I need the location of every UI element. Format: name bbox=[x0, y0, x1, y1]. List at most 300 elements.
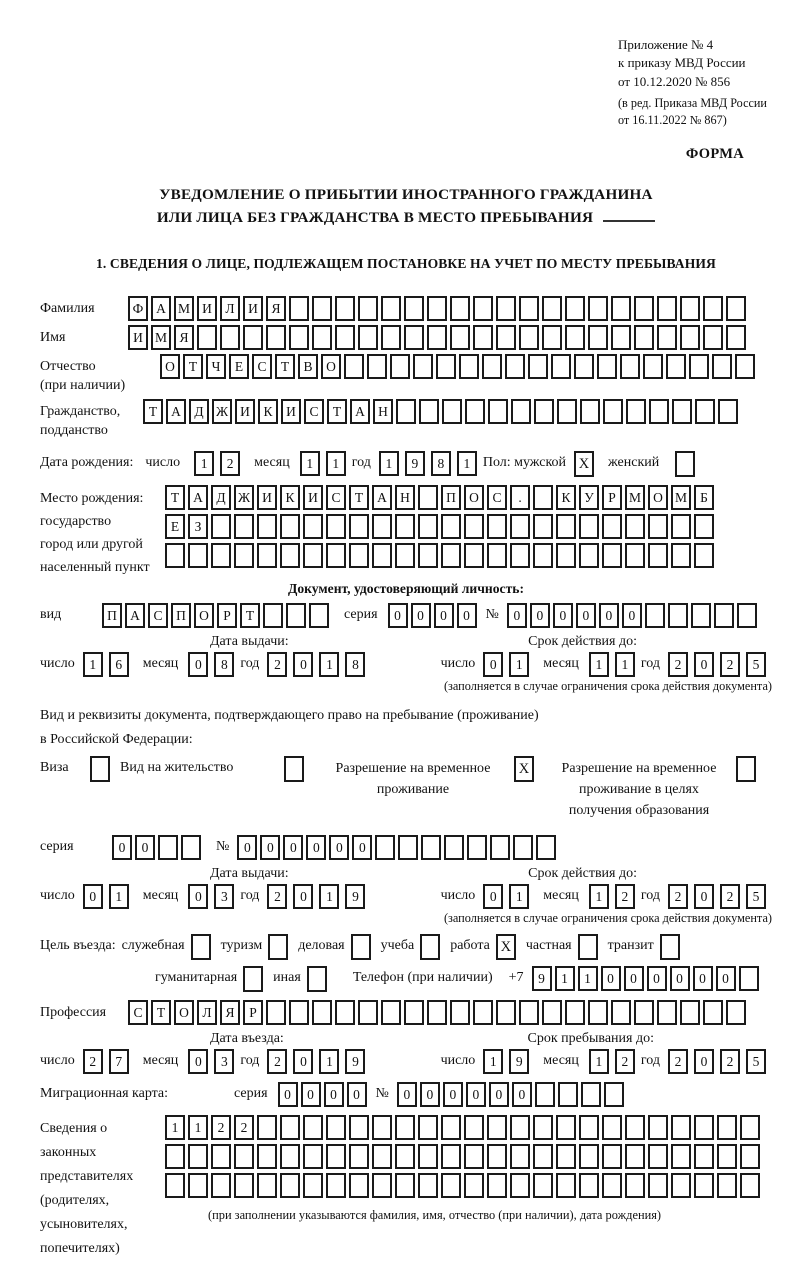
char-box[interactable]: П bbox=[441, 485, 461, 510]
char-box[interactable] bbox=[398, 835, 418, 860]
char-box[interactable] bbox=[510, 543, 530, 568]
char-box[interactable] bbox=[519, 325, 539, 350]
char-box[interactable] bbox=[263, 603, 283, 628]
char-box[interactable]: Ф bbox=[128, 296, 148, 321]
char-box[interactable] bbox=[312, 325, 332, 350]
char-box[interactable]: 9 bbox=[345, 884, 365, 909]
char-box[interactable] bbox=[558, 1082, 578, 1107]
char-box[interactable] bbox=[671, 1173, 691, 1198]
char-box[interactable] bbox=[533, 1173, 553, 1198]
char-box[interactable] bbox=[672, 399, 692, 424]
char-box[interactable] bbox=[536, 835, 556, 860]
purpose-study-checkbox[interactable] bbox=[420, 934, 440, 960]
char-box[interactable]: 0 bbox=[188, 1049, 208, 1074]
char-box[interactable] bbox=[211, 1173, 231, 1198]
char-box[interactable] bbox=[372, 1173, 392, 1198]
char-box[interactable] bbox=[511, 399, 531, 424]
char-box[interactable] bbox=[234, 543, 254, 568]
char-box[interactable] bbox=[626, 399, 646, 424]
char-box[interactable] bbox=[519, 1000, 539, 1025]
char-box[interactable] bbox=[602, 1144, 622, 1169]
sex-female-checkbox[interactable] bbox=[675, 451, 695, 477]
char-box[interactable]: 1 bbox=[319, 1049, 339, 1074]
char-box[interactable] bbox=[645, 603, 665, 628]
char-box[interactable]: 3 bbox=[214, 884, 234, 909]
char-box[interactable]: 2 bbox=[267, 652, 287, 677]
char-box[interactable] bbox=[533, 1115, 553, 1140]
char-box[interactable] bbox=[326, 1173, 346, 1198]
char-box[interactable]: З bbox=[188, 514, 208, 539]
char-box[interactable] bbox=[467, 835, 487, 860]
char-box[interactable]: 3 bbox=[214, 1049, 234, 1074]
char-box[interactable] bbox=[565, 1000, 585, 1025]
char-box[interactable] bbox=[657, 1000, 677, 1025]
char-box[interactable] bbox=[349, 543, 369, 568]
char-box[interactable]: 2 bbox=[668, 652, 688, 677]
char-box[interactable]: 0 bbox=[324, 1082, 344, 1107]
char-box[interactable]: 0 bbox=[420, 1082, 440, 1107]
char-box[interactable]: Е bbox=[165, 514, 185, 539]
char-box[interactable]: 2 bbox=[720, 884, 740, 909]
char-box[interactable] bbox=[211, 543, 231, 568]
char-box[interactable] bbox=[671, 1144, 691, 1169]
char-box[interactable]: 1 bbox=[326, 451, 346, 476]
char-box[interactable] bbox=[487, 514, 507, 539]
char-box[interactable] bbox=[303, 1115, 323, 1140]
char-box[interactable] bbox=[487, 1144, 507, 1169]
char-box[interactable]: 0 bbox=[293, 1049, 313, 1074]
char-box[interactable] bbox=[625, 1173, 645, 1198]
char-box[interactable] bbox=[188, 1173, 208, 1198]
char-box[interactable] bbox=[625, 1115, 645, 1140]
char-box[interactable]: 0 bbox=[188, 884, 208, 909]
char-box[interactable]: 1 bbox=[83, 652, 103, 677]
char-box[interactable] bbox=[211, 514, 231, 539]
char-box[interactable]: 0 bbox=[530, 603, 550, 628]
char-box[interactable] bbox=[418, 1144, 438, 1169]
char-box[interactable] bbox=[689, 354, 709, 379]
char-box[interactable] bbox=[395, 543, 415, 568]
purpose-business-checkbox[interactable] bbox=[191, 934, 211, 960]
char-box[interactable]: 0 bbox=[694, 1049, 714, 1074]
char-box[interactable] bbox=[556, 1115, 576, 1140]
char-box[interactable]: 6 bbox=[109, 652, 129, 677]
char-box[interactable]: 0 bbox=[260, 835, 280, 860]
char-box[interactable] bbox=[188, 1144, 208, 1169]
char-box[interactable] bbox=[634, 325, 654, 350]
char-box[interactable] bbox=[442, 399, 462, 424]
char-box[interactable]: 1 bbox=[319, 652, 339, 677]
char-box[interactable]: Д bbox=[189, 399, 209, 424]
char-box[interactable]: М bbox=[151, 325, 171, 350]
char-box[interactable] bbox=[465, 399, 485, 424]
char-box[interactable] bbox=[395, 1144, 415, 1169]
char-box[interactable] bbox=[588, 296, 608, 321]
char-box[interactable] bbox=[737, 603, 757, 628]
char-box[interactable]: 0 bbox=[483, 884, 503, 909]
char-box[interactable]: 9 bbox=[345, 1049, 365, 1074]
char-box[interactable]: К bbox=[280, 485, 300, 510]
char-box[interactable] bbox=[303, 514, 323, 539]
char-box[interactable]: С bbox=[128, 1000, 148, 1025]
char-box[interactable]: 1 bbox=[194, 451, 214, 476]
char-box[interactable]: О bbox=[321, 354, 341, 379]
char-box[interactable]: 0 bbox=[489, 1082, 509, 1107]
char-box[interactable] bbox=[165, 1144, 185, 1169]
char-box[interactable]: 0 bbox=[301, 1082, 321, 1107]
char-box[interactable] bbox=[691, 603, 711, 628]
char-box[interactable]: 0 bbox=[83, 884, 103, 909]
char-box[interactable] bbox=[657, 296, 677, 321]
char-box[interactable] bbox=[496, 296, 516, 321]
char-box[interactable] bbox=[312, 1000, 332, 1025]
char-box[interactable] bbox=[427, 296, 447, 321]
char-box[interactable] bbox=[188, 543, 208, 568]
char-box[interactable] bbox=[643, 354, 663, 379]
char-box[interactable]: А bbox=[188, 485, 208, 510]
char-box[interactable] bbox=[703, 1000, 723, 1025]
char-box[interactable] bbox=[312, 296, 332, 321]
char-box[interactable]: Ж bbox=[234, 485, 254, 510]
char-box[interactable] bbox=[358, 325, 378, 350]
char-box[interactable] bbox=[671, 1115, 691, 1140]
char-box[interactable]: 1 bbox=[457, 451, 477, 476]
char-box[interactable] bbox=[611, 1000, 631, 1025]
char-box[interactable] bbox=[703, 296, 723, 321]
char-box[interactable] bbox=[519, 296, 539, 321]
char-box[interactable] bbox=[533, 543, 553, 568]
char-box[interactable] bbox=[349, 514, 369, 539]
char-box[interactable]: 2 bbox=[720, 1049, 740, 1074]
char-box[interactable] bbox=[588, 1000, 608, 1025]
char-box[interactable]: 0 bbox=[347, 1082, 367, 1107]
char-box[interactable]: 1 bbox=[589, 652, 609, 677]
char-box[interactable]: 1 bbox=[589, 884, 609, 909]
char-box[interactable]: 9 bbox=[509, 1049, 529, 1074]
char-box[interactable] bbox=[372, 543, 392, 568]
char-box[interactable] bbox=[574, 354, 594, 379]
char-box[interactable] bbox=[556, 514, 576, 539]
char-box[interactable]: 2 bbox=[234, 1115, 254, 1140]
char-box[interactable] bbox=[533, 514, 553, 539]
char-box[interactable] bbox=[257, 1144, 277, 1169]
char-box[interactable] bbox=[372, 1144, 392, 1169]
char-box[interactable]: 5 bbox=[746, 652, 766, 677]
char-box[interactable]: С bbox=[252, 354, 272, 379]
purpose-work-checkbox[interactable]: X bbox=[496, 934, 516, 960]
char-box[interactable] bbox=[542, 1000, 562, 1025]
char-box[interactable] bbox=[735, 354, 755, 379]
char-box[interactable]: 1 bbox=[509, 884, 529, 909]
char-box[interactable] bbox=[694, 1173, 714, 1198]
char-box[interactable] bbox=[657, 325, 677, 350]
char-box[interactable] bbox=[381, 325, 401, 350]
char-box[interactable] bbox=[579, 514, 599, 539]
char-box[interactable]: 2 bbox=[668, 1049, 688, 1074]
char-box[interactable] bbox=[395, 1173, 415, 1198]
char-box[interactable]: 0 bbox=[388, 603, 408, 628]
char-box[interactable]: 0 bbox=[694, 884, 714, 909]
char-box[interactable] bbox=[326, 543, 346, 568]
char-box[interactable] bbox=[303, 543, 323, 568]
char-box[interactable]: И bbox=[281, 399, 301, 424]
char-box[interactable] bbox=[565, 325, 585, 350]
char-box[interactable] bbox=[280, 543, 300, 568]
char-box[interactable]: Л bbox=[197, 1000, 217, 1025]
char-box[interactable] bbox=[602, 514, 622, 539]
char-box[interactable]: Т bbox=[151, 1000, 171, 1025]
char-box[interactable] bbox=[375, 835, 395, 860]
char-box[interactable] bbox=[427, 1000, 447, 1025]
char-box[interactable] bbox=[579, 543, 599, 568]
char-box[interactable] bbox=[349, 1173, 369, 1198]
char-box[interactable]: 0 bbox=[716, 966, 736, 991]
char-box[interactable] bbox=[717, 1115, 737, 1140]
char-box[interactable]: П bbox=[171, 603, 191, 628]
char-box[interactable] bbox=[418, 514, 438, 539]
char-box[interactable] bbox=[413, 354, 433, 379]
char-box[interactable]: А bbox=[166, 399, 186, 424]
char-box[interactable] bbox=[441, 1144, 461, 1169]
char-box[interactable] bbox=[395, 514, 415, 539]
char-box[interactable] bbox=[289, 1000, 309, 1025]
char-box[interactable]: О bbox=[648, 485, 668, 510]
char-box[interactable] bbox=[464, 543, 484, 568]
char-box[interactable]: 0 bbox=[443, 1082, 463, 1107]
char-box[interactable] bbox=[634, 1000, 654, 1025]
char-box[interactable] bbox=[464, 514, 484, 539]
char-box[interactable] bbox=[602, 543, 622, 568]
char-box[interactable] bbox=[450, 325, 470, 350]
char-box[interactable] bbox=[418, 485, 438, 510]
char-box[interactable] bbox=[718, 399, 738, 424]
char-box[interactable] bbox=[648, 543, 668, 568]
char-box[interactable]: 1 bbox=[509, 652, 529, 677]
char-box[interactable]: Т bbox=[327, 399, 347, 424]
char-box[interactable]: 2 bbox=[83, 1049, 103, 1074]
char-box[interactable]: Т bbox=[183, 354, 203, 379]
char-box[interactable] bbox=[490, 835, 510, 860]
char-box[interactable] bbox=[740, 1144, 760, 1169]
char-box[interactable]: П bbox=[102, 603, 122, 628]
char-box[interactable] bbox=[726, 1000, 746, 1025]
char-box[interactable] bbox=[717, 1173, 737, 1198]
char-box[interactable] bbox=[579, 1115, 599, 1140]
char-box[interactable] bbox=[441, 1115, 461, 1140]
char-box[interactable]: 2 bbox=[267, 884, 287, 909]
purpose-other-checkbox[interactable] bbox=[307, 966, 327, 992]
char-box[interactable] bbox=[487, 1115, 507, 1140]
char-box[interactable] bbox=[266, 1000, 286, 1025]
char-box[interactable]: 0 bbox=[293, 652, 313, 677]
char-box[interactable] bbox=[487, 543, 507, 568]
char-box[interactable] bbox=[344, 354, 364, 379]
char-box[interactable]: А bbox=[125, 603, 145, 628]
char-box[interactable] bbox=[326, 1115, 346, 1140]
char-box[interactable] bbox=[257, 514, 277, 539]
char-box[interactable]: 1 bbox=[379, 451, 399, 476]
char-box[interactable] bbox=[648, 1115, 668, 1140]
char-box[interactable]: 0 bbox=[507, 603, 527, 628]
char-box[interactable] bbox=[496, 1000, 516, 1025]
char-box[interactable]: С bbox=[304, 399, 324, 424]
char-box[interactable]: 0 bbox=[647, 966, 667, 991]
char-box[interactable] bbox=[703, 325, 723, 350]
char-box[interactable] bbox=[496, 325, 516, 350]
char-box[interactable]: 0 bbox=[278, 1082, 298, 1107]
char-box[interactable] bbox=[303, 1144, 323, 1169]
char-box[interactable]: Т bbox=[240, 603, 260, 628]
char-box[interactable]: 1 bbox=[300, 451, 320, 476]
char-box[interactable] bbox=[671, 543, 691, 568]
char-box[interactable]: 0 bbox=[411, 603, 431, 628]
char-box[interactable]: Т bbox=[143, 399, 163, 424]
char-box[interactable]: Н bbox=[395, 485, 415, 510]
char-box[interactable]: И bbox=[303, 485, 323, 510]
char-box[interactable]: 0 bbox=[188, 652, 208, 677]
char-box[interactable]: 5 bbox=[746, 884, 766, 909]
char-box[interactable] bbox=[535, 1082, 555, 1107]
char-box[interactable] bbox=[444, 835, 464, 860]
char-box[interactable] bbox=[418, 543, 438, 568]
char-box[interactable]: У bbox=[579, 485, 599, 510]
char-box[interactable]: Я bbox=[220, 1000, 240, 1025]
char-box[interactable]: 0 bbox=[397, 1082, 417, 1107]
char-box[interactable] bbox=[740, 1115, 760, 1140]
char-box[interactable] bbox=[220, 325, 240, 350]
char-box[interactable] bbox=[482, 354, 502, 379]
char-box[interactable] bbox=[464, 1115, 484, 1140]
char-box[interactable] bbox=[358, 296, 378, 321]
char-box[interactable] bbox=[404, 1000, 424, 1025]
char-box[interactable]: 9 bbox=[405, 451, 425, 476]
char-box[interactable] bbox=[680, 1000, 700, 1025]
char-box[interactable]: . bbox=[510, 485, 530, 510]
char-box[interactable] bbox=[717, 1144, 737, 1169]
char-box[interactable] bbox=[349, 1115, 369, 1140]
char-box[interactable]: 1 bbox=[319, 884, 339, 909]
char-box[interactable]: 1 bbox=[578, 966, 598, 991]
char-box[interactable] bbox=[565, 296, 585, 321]
char-box[interactable]: Ч bbox=[206, 354, 226, 379]
char-box[interactable] bbox=[234, 1173, 254, 1198]
char-box[interactable]: 1 bbox=[109, 884, 129, 909]
char-box[interactable] bbox=[556, 543, 576, 568]
char-box[interactable] bbox=[459, 354, 479, 379]
char-box[interactable]: 0 bbox=[576, 603, 596, 628]
char-box[interactable] bbox=[510, 514, 530, 539]
char-box[interactable]: Т bbox=[165, 485, 185, 510]
char-box[interactable] bbox=[505, 354, 525, 379]
char-box[interactable] bbox=[473, 296, 493, 321]
char-box[interactable] bbox=[418, 1115, 438, 1140]
char-box[interactable] bbox=[418, 1173, 438, 1198]
char-box[interactable] bbox=[694, 1144, 714, 1169]
char-box[interactable]: 5 bbox=[746, 1049, 766, 1074]
purpose-commercial-checkbox[interactable] bbox=[351, 934, 371, 960]
char-box[interactable]: Р bbox=[243, 1000, 263, 1025]
char-box[interactable]: А bbox=[151, 296, 171, 321]
char-box[interactable]: 2 bbox=[220, 451, 240, 476]
char-box[interactable] bbox=[680, 325, 700, 350]
char-box[interactable] bbox=[694, 543, 714, 568]
char-box[interactable] bbox=[421, 835, 441, 860]
char-box[interactable]: 2 bbox=[267, 1049, 287, 1074]
char-box[interactable]: 0 bbox=[601, 966, 621, 991]
char-box[interactable] bbox=[289, 325, 309, 350]
char-box[interactable]: 1 bbox=[483, 1049, 503, 1074]
char-box[interactable]: 0 bbox=[693, 966, 713, 991]
char-box[interactable] bbox=[280, 1115, 300, 1140]
char-box[interactable]: 0 bbox=[135, 835, 155, 860]
char-box[interactable] bbox=[358, 1000, 378, 1025]
char-box[interactable] bbox=[588, 325, 608, 350]
char-box[interactable] bbox=[404, 296, 424, 321]
char-box[interactable] bbox=[625, 1144, 645, 1169]
char-box[interactable] bbox=[211, 1144, 231, 1169]
char-box[interactable]: 1 bbox=[589, 1049, 609, 1074]
char-box[interactable] bbox=[450, 1000, 470, 1025]
char-box[interactable]: Я bbox=[266, 296, 286, 321]
char-box[interactable] bbox=[280, 1144, 300, 1169]
char-box[interactable] bbox=[602, 1115, 622, 1140]
char-box[interactable]: 0 bbox=[512, 1082, 532, 1107]
char-box[interactable]: Р bbox=[217, 603, 237, 628]
char-box[interactable] bbox=[668, 603, 688, 628]
char-box[interactable]: 0 bbox=[694, 652, 714, 677]
purpose-private-checkbox[interactable] bbox=[578, 934, 598, 960]
char-box[interactable]: 2 bbox=[668, 884, 688, 909]
char-box[interactable] bbox=[395, 1115, 415, 1140]
char-box[interactable] bbox=[603, 399, 623, 424]
temp-residence-checkbox[interactable]: X bbox=[514, 756, 534, 782]
char-box[interactable] bbox=[597, 354, 617, 379]
char-box[interactable] bbox=[309, 603, 329, 628]
char-box[interactable]: 1 bbox=[165, 1115, 185, 1140]
char-box[interactable]: Б bbox=[694, 485, 714, 510]
char-box[interactable] bbox=[634, 296, 654, 321]
char-box[interactable] bbox=[694, 514, 714, 539]
char-box[interactable] bbox=[464, 1173, 484, 1198]
char-box[interactable] bbox=[542, 325, 562, 350]
char-box[interactable] bbox=[604, 1082, 624, 1107]
char-box[interactable] bbox=[556, 1173, 576, 1198]
char-box[interactable] bbox=[165, 543, 185, 568]
char-box[interactable] bbox=[528, 354, 548, 379]
char-box[interactable]: 0 bbox=[599, 603, 619, 628]
char-box[interactable]: Я bbox=[174, 325, 194, 350]
char-box[interactable] bbox=[280, 1173, 300, 1198]
char-box[interactable] bbox=[473, 1000, 493, 1025]
char-box[interactable] bbox=[556, 1144, 576, 1169]
char-box[interactable] bbox=[557, 399, 577, 424]
char-box[interactable]: 8 bbox=[431, 451, 451, 476]
char-box[interactable] bbox=[510, 1144, 530, 1169]
char-box[interactable] bbox=[234, 514, 254, 539]
char-box[interactable]: С bbox=[148, 603, 168, 628]
char-box[interactable] bbox=[714, 603, 734, 628]
char-box[interactable] bbox=[694, 1115, 714, 1140]
char-box[interactable] bbox=[197, 325, 217, 350]
char-box[interactable]: О bbox=[464, 485, 484, 510]
char-box[interactable]: Р bbox=[602, 485, 622, 510]
char-box[interactable] bbox=[181, 835, 201, 860]
char-box[interactable] bbox=[349, 1144, 369, 1169]
char-box[interactable] bbox=[510, 1115, 530, 1140]
temp-residence-education-checkbox[interactable] bbox=[736, 756, 756, 782]
char-box[interactable] bbox=[326, 1144, 346, 1169]
char-box[interactable] bbox=[579, 1144, 599, 1169]
